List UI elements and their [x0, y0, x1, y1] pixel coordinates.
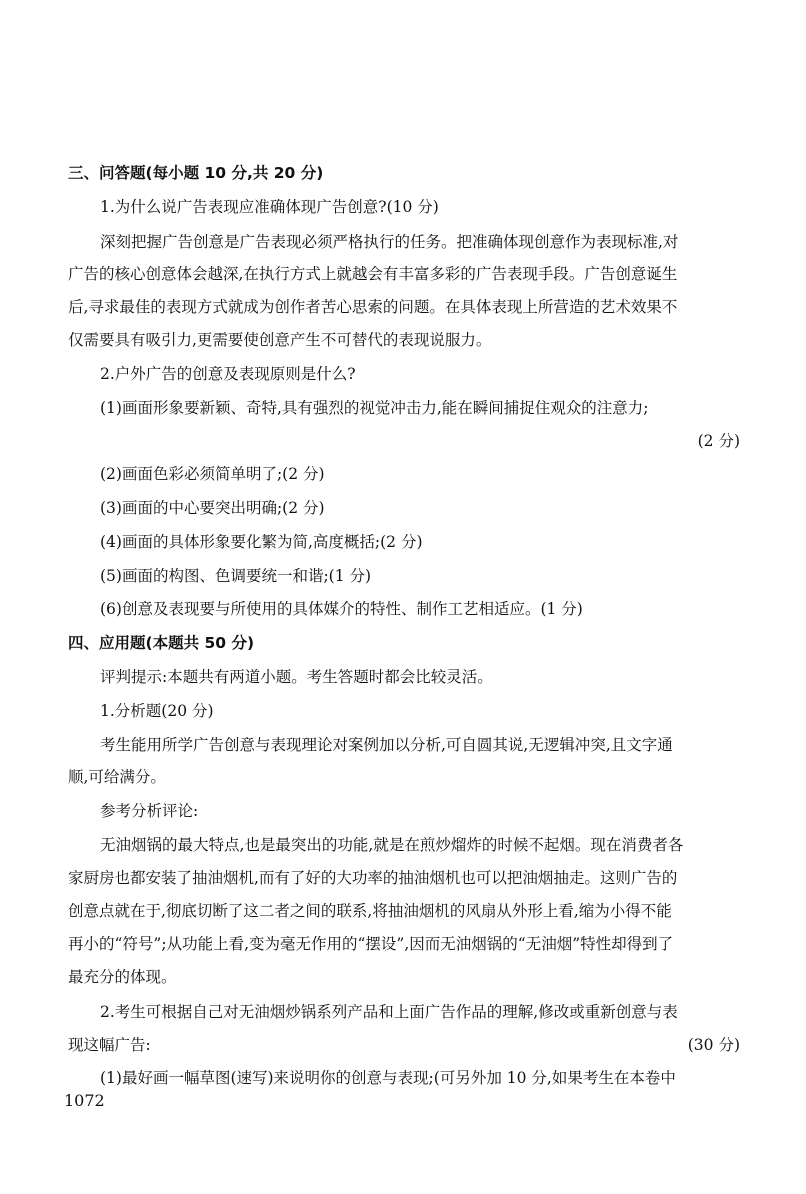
analysis-criteria-line: 考生能用所学广告创意与表现理论对案例加以分析,可自圆其说,无逻辑冲突,且文字通: [100, 736, 673, 754]
application-question-2-text: 现这幅广告:: [68, 1036, 151, 1054]
q2-point: (2)画面色彩必须简单明了;(2 分): [100, 465, 325, 483]
section-4-heading: 四、应用题(本题共 50 分): [68, 634, 255, 652]
reference-text-line: 家厨房也都安装了抽油烟机,而有了好的大功率的抽油烟机也可以把油烟抽走。这则广告的: [68, 869, 678, 887]
section-3-heading: 三、问答题(每小题 10 分,共 20 分): [68, 164, 324, 182]
q2-point: (4)画面的具体形象要化繁为简,高度概括;(2 分): [100, 533, 423, 551]
q1-answer-line: 仅需要具有吸引力,更需要使创意产生不可替代的表现说服力。: [68, 331, 492, 349]
question-2-title: 2.户外广告的创意及表现原则是什么?: [100, 365, 356, 383]
application-point-1: (1)最好画一幅草图(速写)来说明你的创意与表现;(可另外加 10 分,如果考生在本卷中: [100, 1069, 676, 1087]
q2-point: (5)画面的构图、色调要统一和谐;(1 分): [100, 567, 372, 585]
reference-label: 参考分析评论:: [100, 802, 199, 820]
q1-answer-line: 深刻把握广告创意是广告表现必须严格执行的任务。把准确体现创意作为表现标准,对: [100, 233, 679, 251]
q2-point: (6)创意及表现要与所使用的具体媒介的特性、制作工艺相适应。(1 分): [100, 600, 583, 618]
q2-point: (1)画面形象要新颖、奇特,具有强烈的视觉冲击力,能在瞬间捕捉住观众的注意力;: [100, 399, 649, 417]
application-question-2: 2.考生可根据自己对无油烟炒锅系列产品和上面广告作品的理解,修改或重新创意与表: [100, 1003, 678, 1021]
reference-text-line: 最充分的体现。: [68, 968, 177, 986]
q1-answer-line: 后,寻求最佳的表现方式就成为创作者苦心思索的问题。在具体表现上所营造的艺术效果不: [68, 298, 678, 316]
reference-text-line: 无油烟锅的最大特点,也是最突出的功能,就是在煎炒熘炸的时候不起烟。现在消费者各: [100, 836, 684, 854]
question-1-title: 1.为什么说广告表现应准确体现广告创意?(10 分): [100, 198, 439, 216]
q2-point-score: (2 分): [697, 432, 740, 450]
grading-hint: 评判提示:本题共有两道小题。考生答题时都会比较灵活。: [100, 668, 493, 686]
reference-text-line: 再小的“符号”;从功能上看,变为毫无作用的“摆设”,因而无油烟锅的“无油烟”特性却得到了: [68, 935, 674, 953]
page-number: 1072: [64, 1091, 105, 1110]
application-question-2-score: (30 分): [687, 1036, 740, 1054]
reference-text-line: 创意点就在于,彻底切断了这二者之间的联系,将抽油烟机的风扇从外形上看,缩为小得不能: [68, 902, 672, 920]
analysis-criteria-line: 顺,可给满分。: [68, 768, 166, 786]
analysis-question-title: 1.分析题(20 分): [100, 702, 214, 720]
q1-answer-line: 广告的核心创意体会越深,在执行方式上就越会有丰富多彩的广告表现手段。广告创意诞生: [68, 265, 678, 283]
application-question-2-line: [68, 1035, 740, 1055]
q2-point: (3)画面的中心要突出明确;(2 分): [100, 499, 325, 517]
